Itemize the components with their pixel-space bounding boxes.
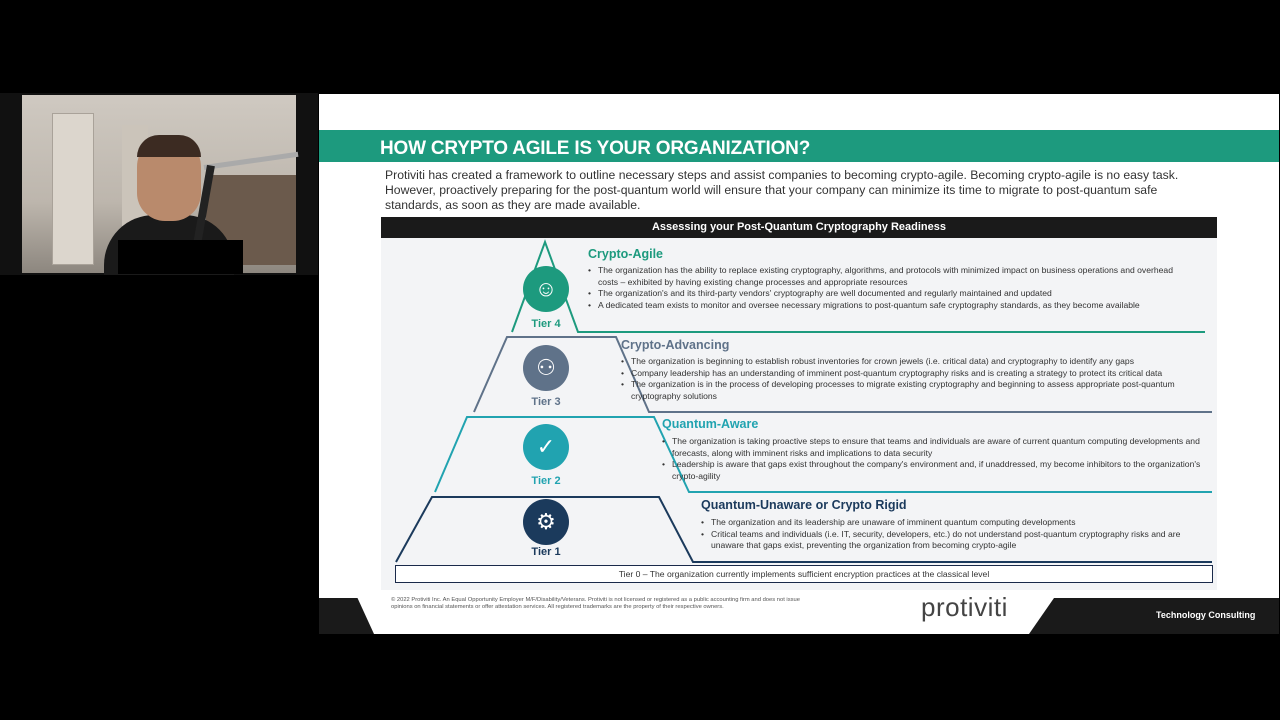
tier-3-bullets [621,356,1213,402]
list-item: • A dedicated team exists to monitor and oversee necessary migrations to post-quantum safe cryptography standards, as they become available [588,300,1178,312]
document-check-icon: ✓ [523,424,569,470]
gears-icon: ⚙ [523,499,569,545]
shared-slide [319,94,1279,634]
tier-3-label: Tier 3 [531,396,561,408]
list-item: • Company leadership has an understanding of imminent post-quantum cryptography risks and is creating a strategy to protect its critical data [621,368,1213,380]
tier-2-label: Tier 2 [531,475,561,487]
tier-1-bullets [701,517,1201,552]
tier-4-label: Tier 4 [531,318,561,330]
tier-4-title: Crypto-Agile [588,247,663,261]
list-item: • The organization is in the process of developing processes to migrate existing cryptography and beginning to assess appropriate post-quantum cryptography solutions [621,379,1213,402]
list-item: • The organization has the ability to replace existing cryptography, algorithms, and protocols with minimized impact on business operations and overhead costs – exhibited by having existing change processes and appropriate resources [588,265,1178,288]
webcam-background [22,95,296,273]
tier-1-label: Tier 1 [531,546,561,558]
tier-2-bullets [662,436,1207,482]
team-icon: ⚇ [523,345,569,391]
assessment-header: Assessing your Post-Quantum Cryptography Readiness [381,217,1217,238]
brand-logo: protiviti [921,592,1008,622]
tier-3-title: Crypto-Advancing [621,338,730,352]
intro-paragraph: Protiviti has created a framework to outline necessary steps and assist companies to becoming crypto-agile. Becoming crypto-agile is no easy task. However, proactively preparing for the post-quantum world will ensure that your company can minimize its time to migrate to post-quantum safe standards, as soon as they are made available. [385,168,1179,212]
list-item: • The organization is beginning to establish robust inventories for crown jewels (i.e. critical data) and cryptography to identify any gaps [621,356,1213,368]
list-item: • The organization's and its third-party vendors' cryptography are well documented and regularly maintained and updated [588,288,1178,300]
tier-1-title: Quantum-Unaware or Crypto Rigid [701,498,907,512]
tier-0-box: Tier 0 – The organization currently implements sufficient encryption practices at the classical level [395,565,1213,583]
footer-legal-text: © 2022 Protiviti Inc. An Equal Opportunity Employer M/F/Disability/Veterans. Protiviti is not licensed or registered as a public accounting firm and does not issue opinions on financial statements or offer attestation services. All registered trademarks are the property of their respective owners. [391,597,800,610]
mic-arm [204,152,299,170]
list-item: • The organization and its leadership are unaware of imminent quantum computing developments [701,517,1201,529]
list-item: • Critical teams and individuals (i.e. IT, security, developers, etc.) do not understand post-quantum cryptography risks and are unaware that gaps exist, preventing the organization from becoming crypto-agile [701,529,1201,552]
list-item: • The organization is taking proactive steps to ensure that teams and individuals are aware of current quantum computing developments and forecasts, along with imminent risks and implications to data security [662,436,1207,459]
tier-4-bullets [588,265,1178,311]
list-item: • Leadership is aware that gaps exist throughout the company's environment and, if unaddressed, my become inhibitors to the organization's crypto-agility [662,459,1207,482]
footer-right-label: Technology Consulting [1156,610,1256,620]
slide-title: HOW CRYPTO AGILE IS YOUR ORGANIZATION? [380,138,811,159]
webcam-video-tile[interactable] [0,93,318,275]
user-icon: ☺ [523,266,569,312]
tier-2-title: Quantum-Aware [662,417,759,431]
